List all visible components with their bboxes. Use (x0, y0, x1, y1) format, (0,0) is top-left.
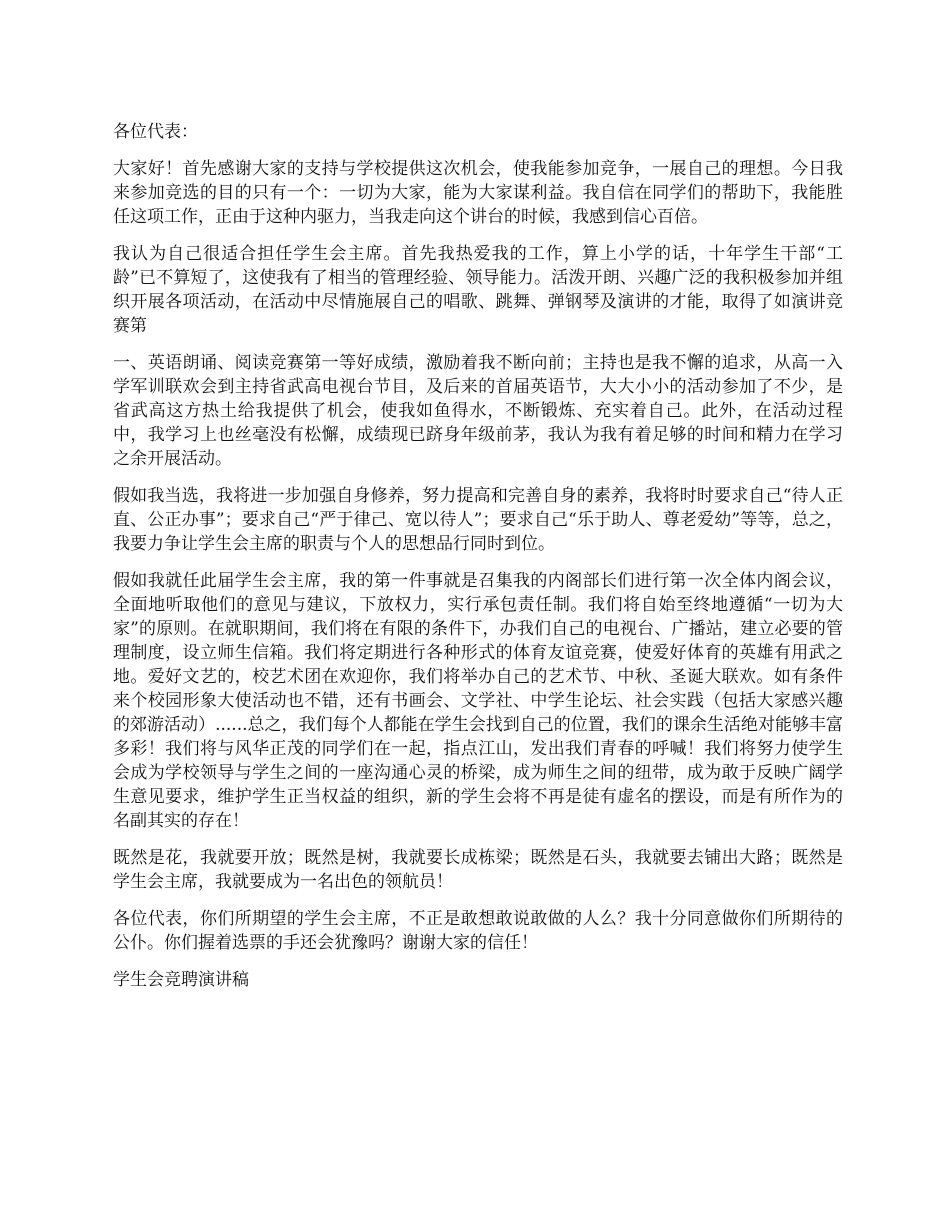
paragraph-closing: 各位代表，你们所期望的学生会主席，不正是敢想敢说敢做的人么？我十分同意做你们所期待的公仆。你们握着选票的手还会犹豫吗？谢谢大家的信任！ (113, 909, 843, 953)
paragraph-achievements: 一、英语朗诵、阅读竞赛第一等好成绩，激励着我不断向前；主持也是我不懈的追求，从高一入学军训联欢会到主持省武高电视台节目，及后来的首届英语节，大大小小的活动参加了不少，是省武高这方热土给我提供了机会，使我如鱼得水，不断锻炼、充实着自己。此外，在活动过程中，我学习上也丝毫没有松懈，成绩现已跻身年级前茅，我认为我有着足够的时间和精力在学习之余开展活动。 (113, 353, 843, 469)
document-body (113, 120, 843, 1005)
paragraph-greeting: 大家好！首先感谢大家的支持与学校提供这次机会，使我能参加竞争，一展自己的理想。今日我来参加竞选的目的只有一个：一切为大家，能为大家谋利益。我自信在同学们的帮助下，我能胜任这项工作，正由于这种内驱力，当我走向这个讲台的时候，我感到信心百倍。 (113, 159, 843, 227)
paragraph-qualifications: 我认为自己很适合担任学生会主席。首先我热爱我的工作，算上小学的话，十年学生干部“工龄”已不算短了，这使我有了相当的管理经验、领导能力。活泼开朗、兴趣广泛的我积极参加并组织开展各项活动，在活动中尽情施展自己的唱歌、跳舞、弹钢琴及演讲的才能，取得了如演讲竞赛第 (113, 244, 843, 336)
paragraph-self-cultivation: 假如我当选，我将进一步加强自身修养，努力提高和完善自身的素养，我将时时要求自己“待人正直、公正办事”；要求自己“严于律己、宽以待人”；要求自己“乐于助人、尊老爱幼”等等，总之，我要力争让学生会主席的职责与个人的思想品行同时到位。 (113, 486, 843, 554)
closing-title: 学生会竞聘演讲稿 (113, 970, 249, 990)
paragraph-resolve: 既然是花，我就要开放；既然是树，我就要长成栋梁；既然是石头，我就要去铺出大路；既然是学生会主席，我就要成为一名出色的领航员！ (113, 848, 843, 892)
salutation: 各位代表： (113, 122, 198, 142)
paragraph-plans: 假如我就任此届学生会主席，我的第一件事就是召集我的内阁部长们进行第一次全体内阁会议，全面地听取他们的意见与建议，下放权力，实行承包责任制。我们将自始至终地遵循“一切为大家”的原则。在就职期间，我们将在有限的条件下，办我们自己的电视台、广播站，建立必要的管理制度，设立师生信箱。我们将定期进行各种形式的体育友谊竞赛，使爱好体育的英雄有用武之地。爱好文艺的，校艺术团在欢迎你，我们将举办自己的艺术节、中秋、圣诞大联欢。如有条件来个校园形象大使活动也不错，还有书画会、文学社、中学生论坛、社会实践（包括大家感兴趣的郊游活动）......总之，我们每个人都能在学生会找到自己的位置，我们的课余生活绝对能够丰富多彩！我们将与风华正茂的同学们在一起，指点江山，发出我们青春的呼喊！我们将努力使学生会成为学校领导与学生之间的一座沟通心灵的桥梁，成为师生之间的纽带，成为敢于反映广阔学生意见要求，维护学生正当权益的组织，新的学生会将不再是徒有虚名的摆设，而是有所作为的名副其实的存在！ (113, 571, 843, 831)
